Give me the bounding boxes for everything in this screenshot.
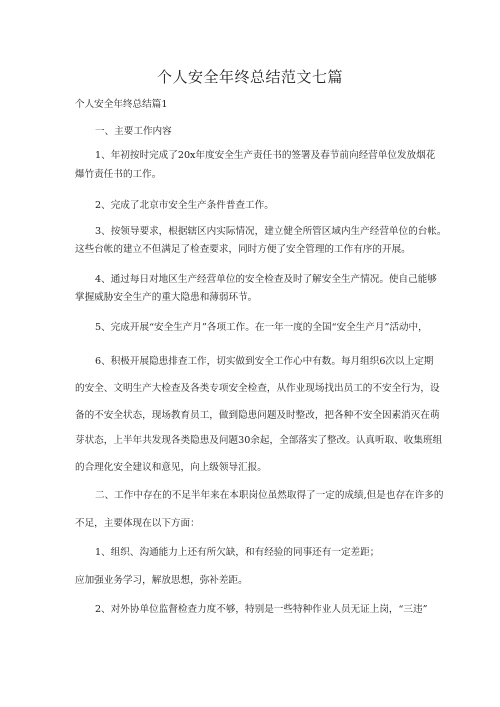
section-subtitle: 个人安全年终总结篇1 xyxy=(75,99,168,110)
paragraph-line: 6、积极开展隐患排查工作，切实做到安全工作心中有数。每月组织6次以上定期 xyxy=(95,356,434,367)
paragraph-line: 3、按领导要求，根据辖区内实际情况，建立健全所管区域内生产经营单位的台帐。 xyxy=(95,226,447,237)
paragraph-line: 一、主要工作内容 xyxy=(95,126,172,137)
paragraph-line: 2、对外协单位监督检查力度不够，特别是一些特种作业人员无证上岗，“三违” xyxy=(95,604,428,615)
paragraph-line: 二、工作中存在的不足半年来在本职岗位虽然取得了一定的成绩,但是也存在许多的 xyxy=(95,490,444,501)
paragraph-line: 应加强业务学习，解放思想，弥补差距。 xyxy=(75,575,248,586)
paragraph-line: 这些台帐的建立不但满足了检查要求，同时方便了安全管理的工作有序的开展。 xyxy=(75,244,411,255)
paragraph-line: 芽状态，上半年共发现各类隐患及问题30余起，全部落实了整改。认真听取、收集班组 xyxy=(75,435,443,446)
paragraph-line: 4、通过每日对地区生产经营单位的安全检查及时了解安全生产情况。使自己能够 xyxy=(95,274,437,285)
paragraph-line: 5、完成开展“安全生产月”各项工作。在一年一度的全国“安全生产月”活动中， xyxy=(95,322,428,333)
document-title: 个人安全年终总结范文七篇 xyxy=(156,68,343,86)
paragraph-line: 备的不安全状态，现场教育员工，做到隐患问题及时整改，把各种不安全因素消灭在萌 xyxy=(75,410,440,421)
paragraph-line: 爆竹责任书的工作。 xyxy=(75,169,162,180)
paragraph-line: 不足，主要体现在以下方面： xyxy=(75,518,200,529)
paragraph-line: 2、完成了北京市安全生产条件普查工作。 xyxy=(95,200,274,211)
paragraph-line: 的合理化安全建议和意见，向上级领导汇报。 xyxy=(75,462,267,473)
paragraph-line: 1、年初按时完成了20x年度安全生产责任书的签署及春节前向经营单位发放烟花 xyxy=(95,150,436,161)
paragraph-line: 的安全、文明生产大检查及各类专项安全检查，从作业现场找出员工的不安全行为，设 xyxy=(75,383,440,394)
paragraph-line: 掌握威胁安全生产的重大隐患和薄弱环节。 xyxy=(75,292,258,303)
paragraph-line: 1、组织、沟通能力上还有所欠缺，和有经验的同事还有一定差距； xyxy=(95,547,380,558)
